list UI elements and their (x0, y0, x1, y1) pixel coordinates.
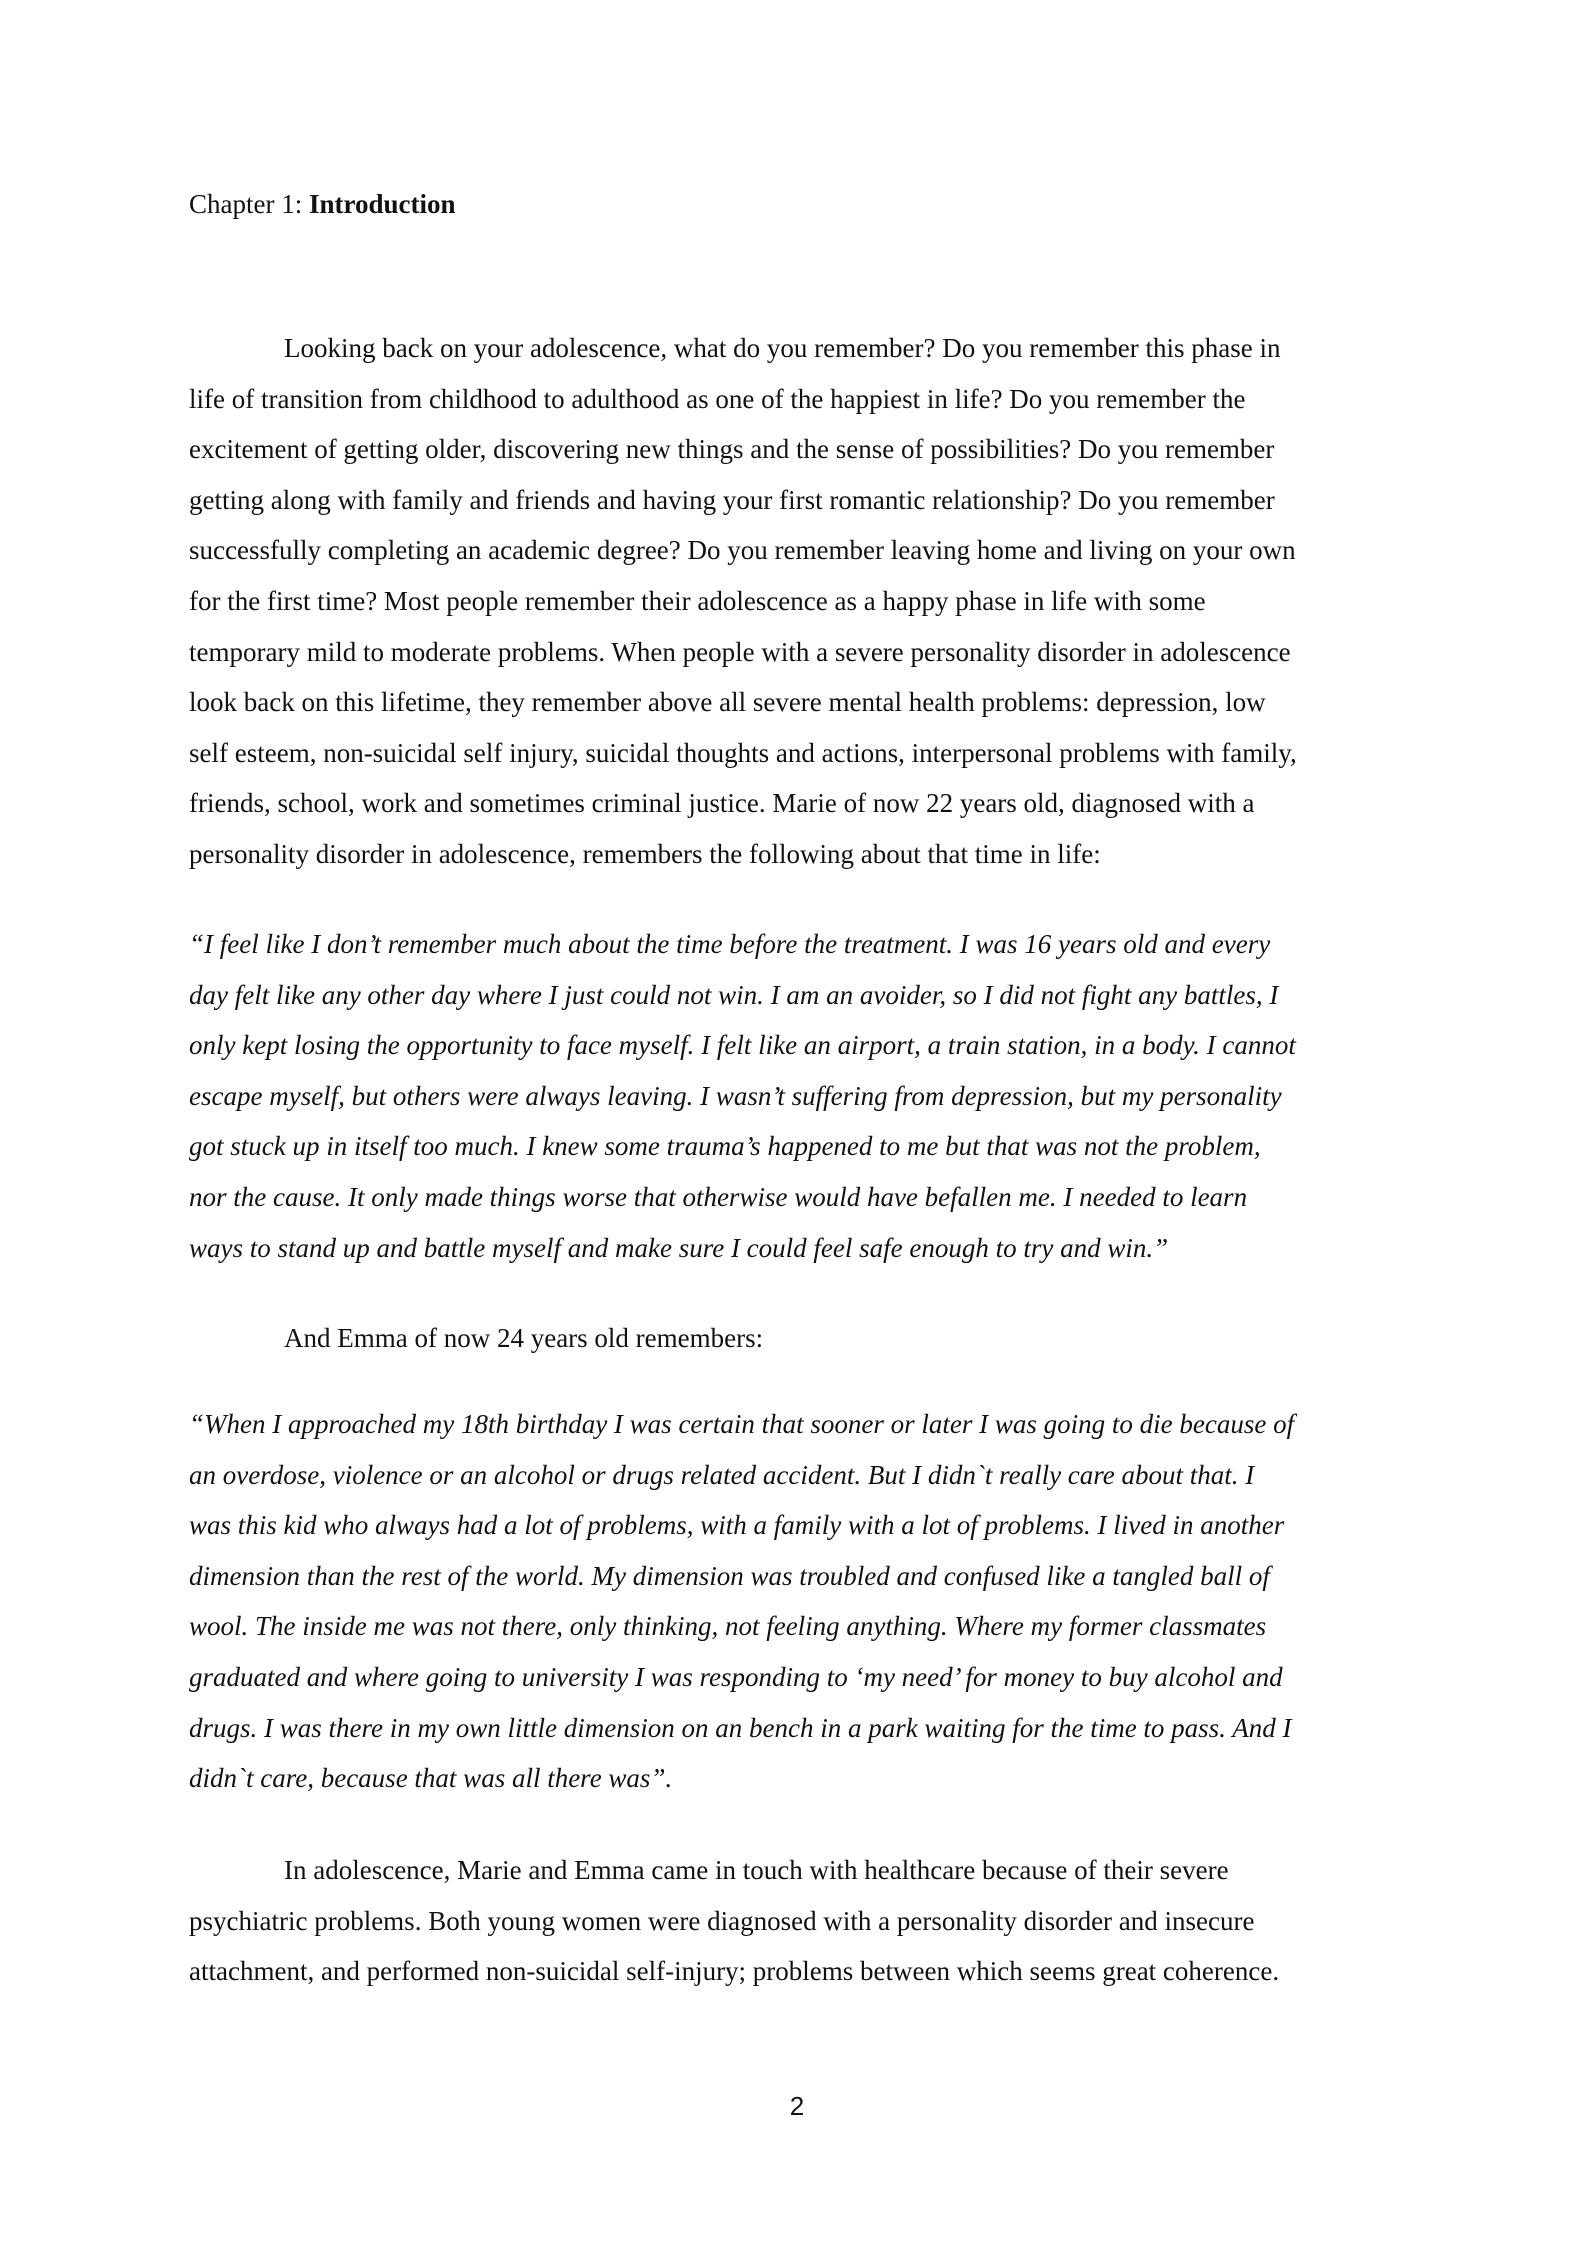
marie-quote (189, 919, 1419, 1273)
quote-line: “When I approached my 18th birthday I was certain that sooner or later I was going to die because of (189, 1409, 1295, 1439)
text-line: attachment, and performed non-suicidal self-injury; problems between which seems great coherence. (189, 1956, 1280, 1987)
quote-line: wool. The inside me was not there, only thinking, not feeling anything. Where my former classmates (189, 1611, 1267, 1642)
quote-line: ways to stand up and battle myself and make sure I could feel safe enough to try and win.” (189, 1232, 1169, 1263)
text-line: And Emma of now 24 years old remembers: (284, 1323, 764, 1353)
page-number: 2 (789, 2091, 805, 2121)
text-line: excitement of getting older, discovering new things and the sense of possibilities? Do you remember (189, 434, 1275, 465)
text-line: personality disorder in adolescence, remembers the following about that time in life: (189, 838, 1101, 869)
text-line: psychiatric problems. Both young women were diagnosed with a personality disorder and insecure (189, 1905, 1255, 1936)
quote-line: an overdose, violence or an alcohol or drugs related accident. But I didn`t really care about that. I (189, 1459, 1255, 1490)
text-line: successfully completing an academic degree? Do you remember leaving home and living on your own (189, 535, 1296, 566)
chapter-label: Chapter 1: (189, 189, 309, 219)
quote-line: got stuck up in itself too much. I knew some trauma’s happened to me but that was not the problem, (189, 1131, 1261, 1162)
text-line: self esteem, non-suicidal self injury, suicidal thoughts and actions, interpersonal problems with family, (189, 737, 1297, 768)
quote-line: drugs. I was there in my own little dimension on an bench in a park waiting for the time to pass. And I (189, 1712, 1292, 1743)
text-line: for the first time? Most people remember their adolescence as a happy phase in life with some (189, 585, 1206, 616)
text-line: In adolescence, Marie and Emma came in touch with healthcare because of their severe (284, 1855, 1229, 1885)
quote-line: dimension than the rest of the world. My dimension was troubled and confused like a tangled ball of (189, 1560, 1270, 1591)
emma-intro-paragraph (189, 1313, 1419, 1364)
text-line: friends, school, work and sometimes criminal justice. Marie of now 22 years old, diagnosed with a (189, 788, 1255, 819)
healthcare-paragraph (189, 1845, 1419, 1997)
quote-line: nor the cause. It only made things worse that otherwise would have befallen me. I needed to learn (189, 1181, 1248, 1212)
quote-line: graduated and where going to university I was responding to ‘my need’ for money to buy alcohol and (189, 1661, 1283, 1692)
text-line: getting along with family and friends and having your first romantic relationship? Do you remember (189, 484, 1275, 515)
quote-line: escape myself, but others were always leaving. I wasn’t suffering from depression, but my personality (189, 1080, 1282, 1111)
chapter-title: Introduction (308, 189, 456, 219)
quote-line: “I feel like I don’t remember much about the time before the treatment. I was 16 years old and every (189, 929, 1271, 959)
text-line: look back on this lifetime, they remember above all severe mental health problems: depression, low (189, 687, 1266, 718)
quote-line: only kept losing the opportunity to face myself. I felt like an airport, a train station, in a body. I cannot (189, 1030, 1296, 1061)
emma-quote (189, 1399, 1419, 1804)
text-line: life of transition from childhood to adulthood as one of the happiest in life? Do you remember the (189, 383, 1246, 414)
text-line: Looking back on your adolescence, what do you remember? Do you remember this phase in (284, 333, 1281, 363)
chapter-heading (189, 186, 456, 222)
text-line: temporary mild to moderate problems. When people with a severe personality disorder in adolescence (189, 636, 1291, 667)
quote-line: didn`t care, because that was all there was”. (189, 1763, 673, 1794)
quote-line: day felt like any other day where I just could not win. I am an avoider, so I did not fight any battles, I (189, 979, 1279, 1010)
intro-paragraph (189, 323, 1419, 880)
quote-line: was this kid who always had a lot of problems, with a family with a lot of problems. I lived in another (189, 1510, 1285, 1541)
